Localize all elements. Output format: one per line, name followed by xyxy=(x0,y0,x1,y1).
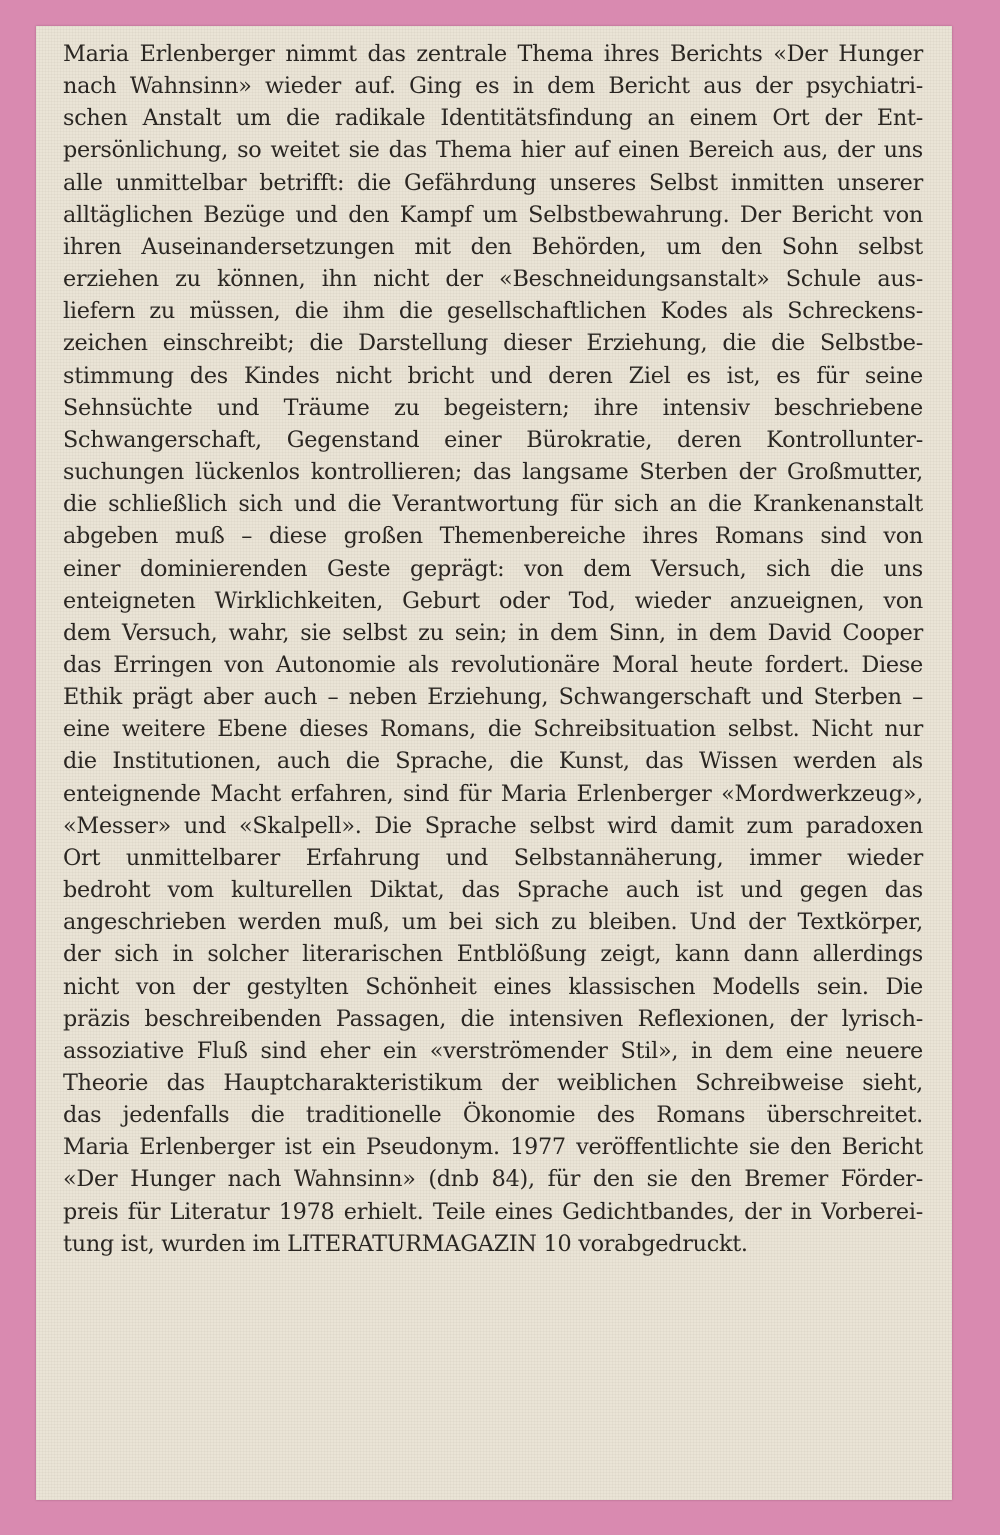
blurb-line: alltäglichen Bezüge und den Kampf um Selbstbewahrung. Der Bericht von xyxy=(63,201,923,228)
blurb-line: das jedenfalls die traditionelle Ökonomie des Romans überschreitet. xyxy=(63,1102,923,1129)
blurb-line: enteigneten Wirklichkeiten, Geburt oder Tod, wieder anzueignen, von xyxy=(63,587,923,614)
blurb-line: liefern zu müssen, die ihm die gesellschaftlichen Kodes als Schreckens- xyxy=(63,298,923,325)
blurb-line: preis für Literatur 1978 erhielt. Teile eines Gedichtbandes, der in Vorberei- xyxy=(63,1198,923,1225)
blurb-text xyxy=(63,38,923,1260)
blurb-line: «Der Hunger nach Wahnsinn» (dnb 84), für den sie den Bremer Förder- xyxy=(63,1166,923,1193)
blurb-line: Ort unmittelbarer Erfahrung und Selbstannäherung, immer wieder xyxy=(63,844,923,871)
blurb-line: eine weitere Ebene dieses Romans, die Schreibsituation selbst. Nicht nur xyxy=(63,716,923,743)
blurb-line: enteignende Macht erfahren, sind für Maria Erlenberger «Mordwerkzeug», xyxy=(63,780,923,807)
blurb-line: «Messer» und «Skalpell». Die Sprache selbst wird damit zum paradoxen xyxy=(63,812,923,839)
blurb-line: ihren Auseinandersetzungen mit den Behörden, um den Sohn selbst xyxy=(63,233,923,260)
blurb-line: die Institutionen, auch die Sprache, die Kunst, das Wissen werden als xyxy=(63,748,923,775)
blurb-line: das Erringen von Autonomie als revolutionäre Moral heute fordert. Diese xyxy=(63,651,923,678)
blurb-line: abgeben muß – diese großen Themenbereiche ihres Romans sind von xyxy=(63,523,923,550)
blurb-line: nicht von der gestylten Schönheit eines klassischen Modells sein. Die xyxy=(63,973,923,1000)
blurb-line: stimmung des Kindes nicht bricht und deren Ziel es ist, es für seine xyxy=(63,362,923,389)
blurb-line: einer dominierenden Geste geprägt: von dem Versuch, sich die uns xyxy=(63,555,923,582)
blurb-line: präzis beschreibenden Passagen, die intensiven Reflexionen, der lyrisch- xyxy=(63,1005,923,1032)
blurb-line: suchungen lückenlos kontrollieren; das langsame Sterben der Großmutter, xyxy=(63,459,923,486)
blurb-line: angeschrieben werden muß, um bei sich zu bleiben. Und der Textkörper, xyxy=(63,909,923,936)
blurb-line: Maria Erlenberger nimmt das zentrale Thema ihres Berichts «Der Hunger xyxy=(63,41,923,67)
blurb-line: Sehnsüchte und Träume zu begeistern; ihre intensiv beschriebene xyxy=(63,394,923,421)
blurb-line: nach Wahnsinn» wieder auf. Ging es in dem Bericht aus der psychiatri- xyxy=(63,73,923,100)
blurb-line: der sich in solcher literarischen Entblößung zeigt, kann dann allerdings xyxy=(63,941,923,968)
blurb-line: tung ist, wurden im LITERATURMAGAZIN 10 vorabgedruckt. xyxy=(63,1230,748,1257)
blurb-line: persönlichung, so weitet sie das Thema hier auf einen Bereich aus, der uns xyxy=(63,137,923,164)
blurb-line: assoziative Fluß sind eher ein «verströmender Stil», in dem eine neuere xyxy=(63,1037,923,1064)
blurb-line: die schließlich sich und die Verantwortung für sich an die Krankenanstalt xyxy=(63,491,923,518)
blurb-line: schen Anstalt um die radikale Identitätsfindung an einem Ort der Ent- xyxy=(63,105,923,132)
blurb-line: Maria Erlenberger ist ein Pseudonym. 1977 veröffentlichte sie den Bericht xyxy=(63,1134,923,1161)
blurb-line: dem Versuch, wahr, sie selbst zu sein; in dem Sinn, in dem David Cooper xyxy=(63,619,923,646)
blurb-line: zeichen einschreibt; die Darstellung dieser Erziehung, die die Selbstbe- xyxy=(63,330,923,357)
blurb-line: alle unmittelbar betrifft: die Gefährdung unseres Selbst inmitten unserer xyxy=(63,169,923,196)
blurb-line: erziehen zu können, ihn nicht der «Beschneidungsanstalt» Schule aus- xyxy=(63,266,923,293)
blurb-line: Schwangerschaft, Gegenstand einer Bürokratie, deren Kontrollunter- xyxy=(63,426,923,453)
blurb-line: bedroht vom kulturellen Diktat, das Sprache auch ist und gegen das xyxy=(63,877,923,904)
blurb-line: Ethik prägt aber auch – neben Erziehung, Schwangerschaft und Sterben – xyxy=(63,684,923,711)
blurb-line: Theorie das Hauptcharakteristikum der weiblichen Schreibweise sieht, xyxy=(63,1070,923,1096)
